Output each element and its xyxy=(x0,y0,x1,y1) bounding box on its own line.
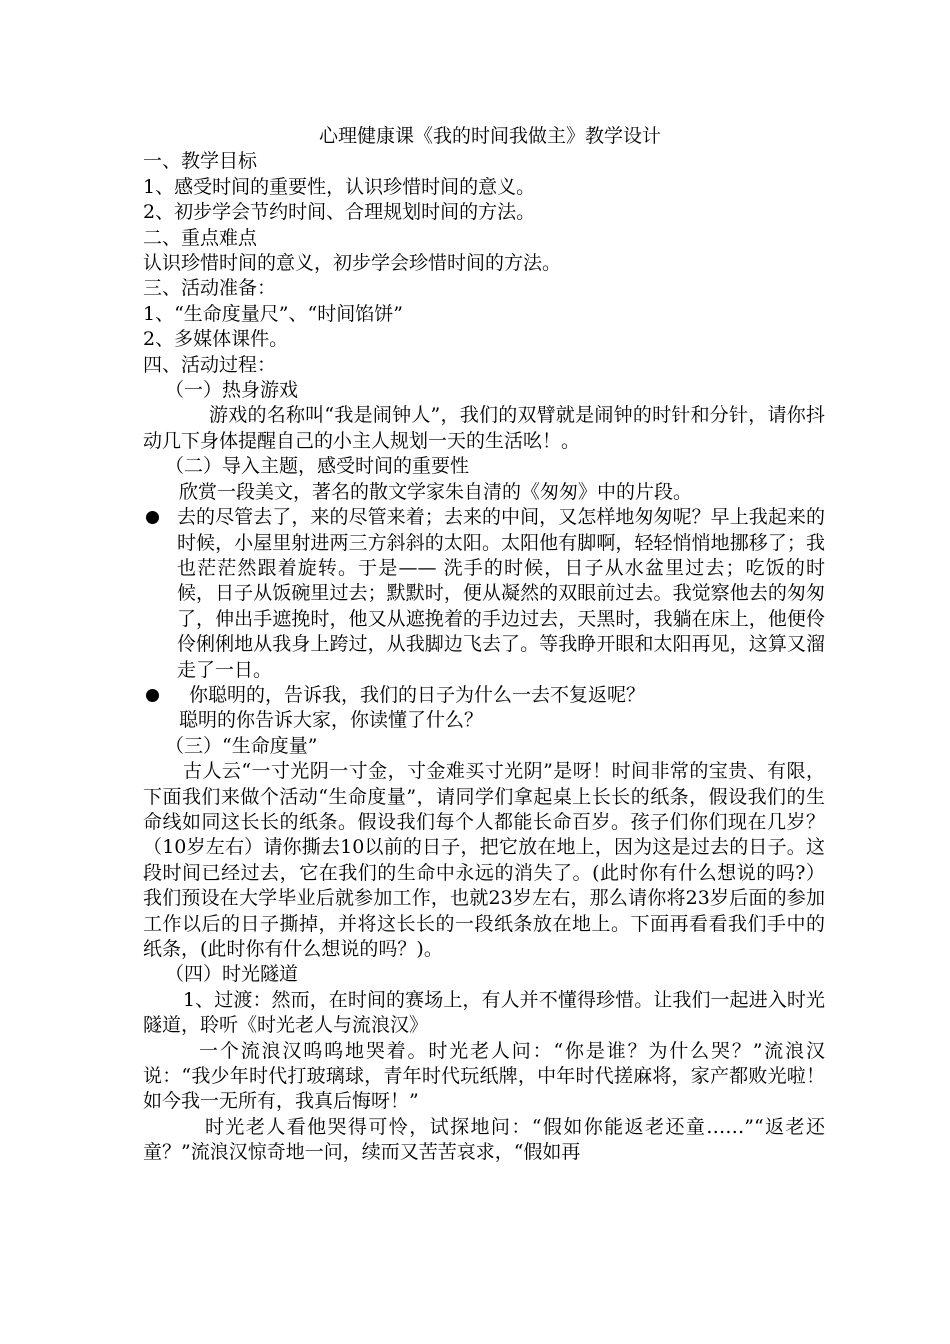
process-heading: 四、活动过程： xyxy=(143,353,277,376)
part2-intro: 欣赏一段美文，著名的散文学家朱自清的《匆匆》中的片段。 xyxy=(179,480,693,503)
part2-followup: 聪明的你告诉大家，你读懂了什么？ xyxy=(179,709,484,732)
bullet-dot-icon xyxy=(146,511,159,524)
part4-transition: 1、过渡：然而，在时间的赛场上，有人并不懂得珍惜。让我们一起进入时光隧道，聆听《时光老人与流浪汉》 xyxy=(143,988,825,1037)
preparation-item-2: 2、多媒体课件。 xyxy=(143,328,289,351)
story-paragraph-1: 一个流浪汉呜呜地哭着。时光老人问：“你是谁？为什么哭？”流浪汉说：“我少年时代打玻璃球，青年时代玩纸牌，中年时代搓麻将，家产都败光啦！如今我一无所有，我真后悔呀！” xyxy=(143,1039,825,1113)
preparation-item-1: 1、“生命度量尺”、“时间馅饼” xyxy=(143,302,403,325)
goal-item-2: 2、初步学会节约时间、合理规划时间的方法。 xyxy=(143,201,536,224)
part4-heading: （四）时光隧道 xyxy=(165,963,299,986)
goal-item-1: 1、感受时间的重要性，认识珍惜时间的意义。 xyxy=(143,175,536,198)
bullet-text: 去的尽管去了，来的尽管来着；去来的中间，又怎样地匆匆呢？早上我起来的时候，小屋里射进两三方斜斜的太阳。太阳他有脚啊，轻轻悄悄地挪移了；我也茫茫然跟着旋转。于是—— 洗手的时候，日子从水盆里过去；吃饭的时候，日子从饭碗里过去；默默时，便从凝然的双眼前过去。我觉察他去的匆匆了，伸出手遮挽时，他又从遮挽着的手边过去，天黑时，我躺在床上，他便伶伶俐俐地从我身上跨过，从我脚边飞去了。等我睁开眼和太阳再见，这算又溜走了一日。 xyxy=(177,506,825,681)
document-body xyxy=(143,124,825,1166)
goals-heading: 一、教学目标 xyxy=(143,150,258,173)
key-points-heading: 二、重点难点 xyxy=(143,226,258,249)
bullet-item xyxy=(143,683,825,708)
part3-heading: （三）“生命度量” xyxy=(165,734,318,757)
document-title: 心理健康课《我的时间我做主》教学设计 xyxy=(318,125,661,147)
bullet-text: 你聪明的，告诉我，我们的日子为什么一去不复返呢？ xyxy=(189,683,646,706)
part1-text: 游戏的名称叫“我是闹钟人”，我们的双臂就是闹钟的时针和分针，请你抖动几下身体提醒自己的小主人规划一天的生活吆！。 xyxy=(143,404,825,452)
part2-heading: （二）导入主题，感受时间的重要性 xyxy=(165,455,470,478)
bullet-item xyxy=(143,505,825,683)
preparation-heading: 三、活动准备： xyxy=(143,277,277,300)
bullet-dot-icon xyxy=(146,689,159,702)
part1-heading: （一）热身游戏 xyxy=(165,379,299,402)
part3-text: 古人云“一寸光阴一寸金，寸金难买寸光阴”是呀！时间非常的宝贵、有限，下面我们来做个活动“生命度量”，请同学们拿起桌上长长的纸条，假设我们的生命线如同这长长的纸条。假设我们每个人都能长命百岁。孩子们你们现在几岁？（10岁左右）请你撕去10以前的日子，把它放在地上，因为这是过去的日子。这段时间已经过去，它在我们的生命中永远的消失了。(此时你有什么想说的吗?）我们预设在大学毕业后就参加工作，也就23岁左右，那么请你将23岁后面的参加工作以后的日子撕掉，并将这长长的一段纸条放在地上。下面再看看我们手中的纸条，(此时你有什么想说的吗？)。 xyxy=(143,760,825,960)
key-points-text: 认识珍惜时间的意义，初步学会珍惜时间的方法。 xyxy=(143,252,562,275)
story-paragraph-2: 时光老人看他哭得可怜，试探地问：“假如你能返老还童……”“返老还童？”流浪汉惊奇地一问，续而又苦苦哀求，“假如再 xyxy=(143,1115,825,1164)
